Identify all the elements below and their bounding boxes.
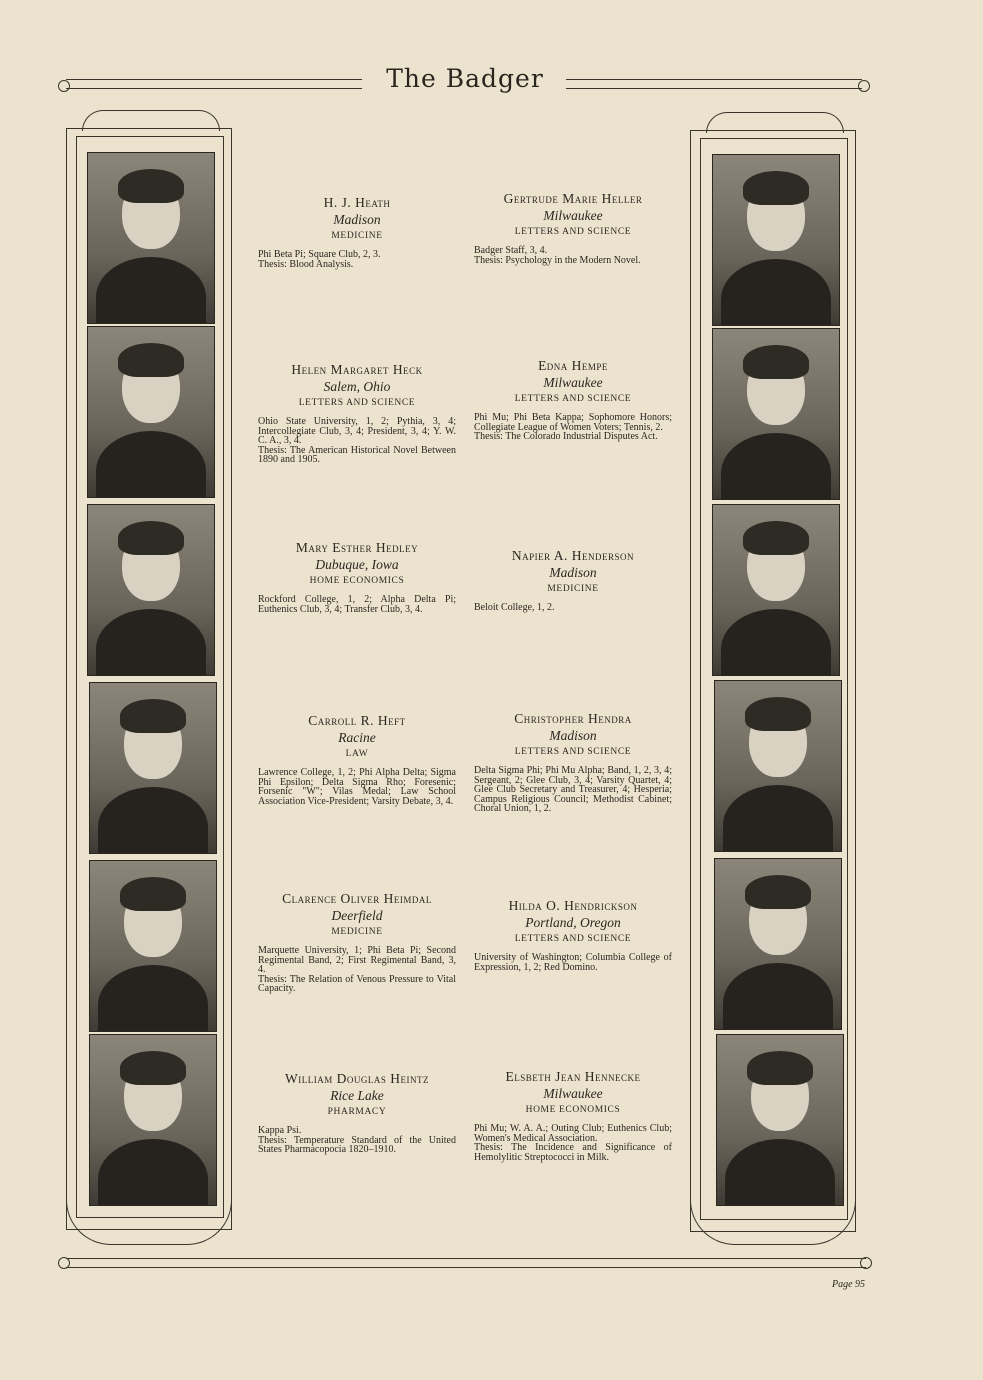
student-hometown: Deerfield bbox=[331, 908, 383, 923]
student-hometown: Salem, Ohio bbox=[323, 379, 391, 394]
portrait-photo bbox=[712, 504, 840, 676]
student-name: William Douglas Heintz bbox=[285, 1071, 429, 1086]
student-hometown: Milwaukee bbox=[543, 375, 603, 390]
portrait-photo bbox=[712, 154, 840, 326]
student-activities: Kappa Psi. Thesis: Temperature Standard of the United States Pharmacopocia 1820–1910. bbox=[258, 1125, 456, 1155]
student-name: Carroll R. Heft bbox=[308, 713, 406, 728]
student-activities: Ohio State University, 1, 2; Pythia, 3, 4; Intercollegiate Club, 3, 4; President, 3, 4; Y. W. C. A., 3, 4. Thesis: The American Historical Novel Between 1890 and 1905. bbox=[258, 416, 456, 465]
footer-rule bbox=[66, 1258, 866, 1268]
student-activities: Phi Mu; W. A. A.; Outing Club; Euthenics Club; Women's Medical Association. Thesis: The Incidence and Significance of Hemolylitic Streptococci in Milk. bbox=[474, 1123, 672, 1163]
footer-right-curl-ornament bbox=[860, 1257, 872, 1269]
student-hometown: Racine bbox=[338, 730, 376, 745]
student-entry bbox=[258, 540, 456, 614]
student-activities: Delta Sigma Phi; Phi Mu Alpha; Band, 1, 2, 3, 4; Sergeant, 2; Glee Club, 3, 4; Varsity Quartet, 4; Glee Club Secretary and Treasurer, 4; Hesperia; Campus Religious Council; Methodist Cabinet; Choral Union, 1, 2. bbox=[474, 765, 672, 814]
student-school: HOME ECONOMICS bbox=[525, 1105, 621, 1115]
student-school: MEDICINE bbox=[331, 231, 383, 241]
student-activities: University of Washington; Columbia College of Expression, 1, 2; Red Domino. bbox=[474, 952, 672, 973]
student-school: LETTERS AND SCIENCE bbox=[514, 934, 632, 944]
student-name: Mary Esther Hedley bbox=[295, 540, 419, 555]
student-name: Edna Hempe bbox=[538, 358, 608, 373]
portrait-photo bbox=[89, 1034, 217, 1206]
portrait-photo bbox=[89, 860, 217, 1032]
header-right-curl-ornament bbox=[858, 80, 870, 92]
student-hometown: Dubuque, Iowa bbox=[315, 557, 399, 572]
right-frame-foot bbox=[690, 1200, 856, 1245]
student-hometown: Madison bbox=[549, 565, 597, 580]
header-rule-right bbox=[566, 79, 862, 89]
student-school: MEDICINE bbox=[547, 584, 599, 594]
student-entry bbox=[258, 362, 456, 465]
student-name: Hilda O. Hendrickson bbox=[508, 898, 638, 913]
page-number: Page 95 bbox=[832, 1279, 866, 1290]
student-name: H. J. Heath bbox=[323, 195, 391, 210]
student-name: Elsbeth Jean Hennecke bbox=[505, 1069, 641, 1084]
student-name: Gertrude Marie Heller bbox=[503, 191, 643, 206]
portrait-photo bbox=[89, 682, 217, 854]
student-school: PHARMACY bbox=[327, 1107, 387, 1117]
student-hometown: Madison bbox=[549, 728, 597, 743]
portrait-photo bbox=[87, 326, 215, 498]
student-entry bbox=[258, 713, 456, 806]
portrait-photo bbox=[87, 504, 215, 676]
student-entry bbox=[258, 1071, 456, 1155]
header-rule-left bbox=[66, 79, 362, 89]
student-hometown: Milwaukee bbox=[543, 1086, 603, 1101]
student-school: MEDICINE bbox=[331, 927, 383, 937]
portrait-photo bbox=[714, 858, 842, 1030]
student-school: LAW bbox=[345, 749, 369, 759]
student-activities: Lawrence College, 1, 2; Phi Alpha Delta; Sigma Phi Epsilon; Delta Sigma Rho; Foresenic; Forsenic "W"; Vilas Medal; Law School Association Vice-President; Varsity Debate, 3, 4. bbox=[258, 767, 456, 807]
student-hometown: Milwaukee bbox=[543, 208, 603, 223]
student-school: HOME ECONOMICS bbox=[309, 576, 405, 586]
portrait-photo bbox=[712, 328, 840, 500]
student-name: Christopher Hendra bbox=[514, 711, 632, 726]
student-school: LETTERS AND SCIENCE bbox=[514, 227, 632, 237]
student-entry bbox=[474, 548, 672, 613]
student-name: Napier A. Henderson bbox=[511, 548, 635, 563]
student-entry bbox=[474, 898, 672, 972]
student-school: LETTERS AND SCIENCE bbox=[514, 394, 632, 404]
portrait-photo bbox=[87, 152, 215, 324]
student-entry bbox=[258, 195, 456, 269]
student-name: Clarence Oliver Heimdal bbox=[282, 891, 432, 906]
student-hometown: Portland, Oregon bbox=[525, 915, 621, 930]
student-activities: Phi Mu; Phi Beta Kappa; Sophomore Honors; Collegiate League of Women Voters; Tennis, 2. Thesis: The Colorado Industrial Disputes Act. bbox=[474, 412, 672, 442]
portrait-photo bbox=[716, 1034, 844, 1206]
student-school: LETTERS AND SCIENCE bbox=[298, 398, 416, 408]
student-entry bbox=[474, 358, 672, 442]
student-entry bbox=[474, 191, 672, 265]
portrait-photo bbox=[714, 680, 842, 852]
student-activities: Beloit College, 1, 2. bbox=[474, 602, 555, 613]
student-hometown: Rice Lake bbox=[330, 1088, 384, 1103]
student-entry bbox=[258, 891, 456, 994]
student-activities: Marquette University, 1; Phi Beta Pi; Second Regimental Band, 2; First Regimental Band, 3, 4. Thesis: The Relation of Venous Pressure to Vital Capacity. bbox=[258, 945, 456, 994]
student-hometown: Madison bbox=[333, 212, 381, 227]
student-activities: Badger Staff, 3, 4. Thesis: Psychology in the Modern Novel. bbox=[474, 245, 641, 266]
student-entry bbox=[474, 1069, 672, 1162]
left-frame-foot bbox=[66, 1200, 232, 1245]
page-title: The Badger bbox=[386, 64, 544, 93]
student-name: Helen Margaret Heck bbox=[291, 362, 423, 377]
student-entry bbox=[474, 711, 672, 814]
student-activities: Phi Beta Pi; Square Club, 2, 3. Thesis: Blood Analysis. bbox=[258, 249, 381, 270]
student-school: LETTERS AND SCIENCE bbox=[514, 747, 632, 757]
student-activities: Rockford College, 1, 2; Alpha Delta Pi; Euthenics Club, 3, 4; Transfer Club, 3, 4. bbox=[258, 594, 456, 615]
